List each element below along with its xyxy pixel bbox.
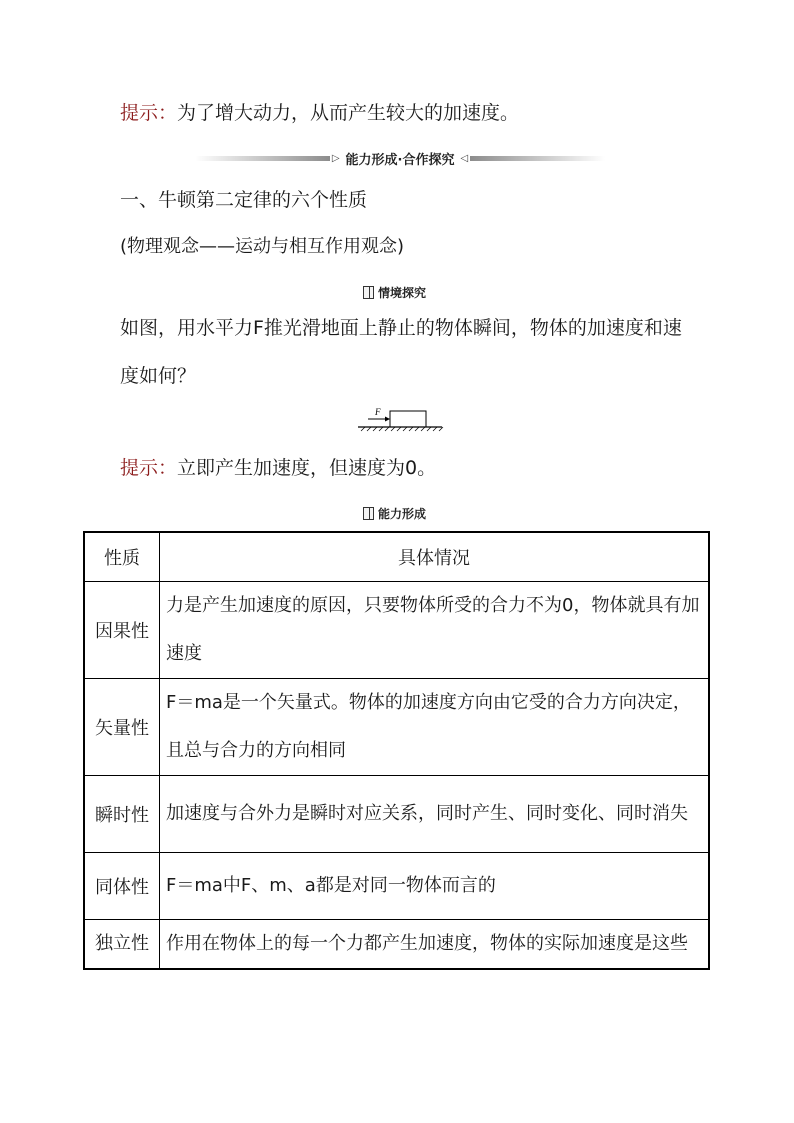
hint-label-2: 提示： <box>120 457 178 479</box>
section-subheading: (物理观念——运动与相互作用观念) <box>120 236 405 257</box>
situation-tag-label: 情境探究 <box>378 286 427 300</box>
property-desc: 加速度与合外力是瞬时对应关系，同时产生、同时变化、同时消失 <box>160 776 710 853</box>
ground-hatch <box>361 427 443 431</box>
banner-right-triangle-icon: ◁ <box>460 152 469 164</box>
table-row <box>84 582 709 679</box>
table-row <box>84 853 709 920</box>
hint-line-1 <box>120 101 519 125</box>
block <box>390 411 426 427</box>
banner-left-triangle-icon: ▷ <box>331 152 340 164</box>
properties-table <box>83 531 710 970</box>
section-banner <box>195 148 605 168</box>
property-name: 独立性 <box>84 920 160 970</box>
force-arrow-head <box>385 417 390 422</box>
property-name: 矢量性 <box>84 679 160 776</box>
book-icon <box>363 286 374 299</box>
table-row <box>84 679 709 776</box>
force-block-figure <box>355 405 445 437</box>
table-row <box>84 920 709 970</box>
ability-tag <box>363 505 426 522</box>
property-name: 瞬时性 <box>84 776 160 853</box>
question-line-1: 如图，用水平力F推光滑地面上静止的物体瞬间，物体的加速度和速 <box>120 317 682 339</box>
banner-rule-left <box>195 156 330 161</box>
property-desc: 力是产生加速度的原因，只要物体所受的合力不为0，物体就具有加速度 <box>160 582 710 679</box>
ability-tag-label: 能力形成 <box>378 507 427 521</box>
property-name: 同体性 <box>84 853 160 920</box>
book-icon-2 <box>363 507 374 520</box>
force-label: F <box>375 407 381 417</box>
hint-line-2 <box>120 456 436 480</box>
property-desc: F＝ma是一个矢量式。物体的加速度方向由它受的合力方向决定，且总与合力的方向相同 <box>160 679 710 776</box>
question-line-2: 度如何？ <box>120 365 197 387</box>
hint-text: 为了增大动力，从而产生较大的加速度。 <box>177 102 520 124</box>
table-row <box>84 776 709 853</box>
property-desc: F＝ma中F、m、a都是对同一物体而言的 <box>160 853 710 920</box>
header-property: 性质 <box>84 532 160 582</box>
hint-text-2: 立即产生加速度，但速度为0。 <box>177 457 437 479</box>
banner-title: 能力形成·合作探究 <box>345 152 455 168</box>
situation-tag <box>363 284 426 301</box>
property-name: 因果性 <box>84 582 160 679</box>
header-details: 具体情况 <box>160 532 710 582</box>
table-header-row <box>84 532 709 582</box>
property-desc: 作用在物体上的每一个力都产生加速度，物体的实际加速度是这些 <box>160 920 710 970</box>
section-heading: 一、牛顿第二定律的六个性质 <box>120 189 368 211</box>
banner-rule-right <box>470 156 605 161</box>
hint-label: 提示： <box>120 102 178 124</box>
